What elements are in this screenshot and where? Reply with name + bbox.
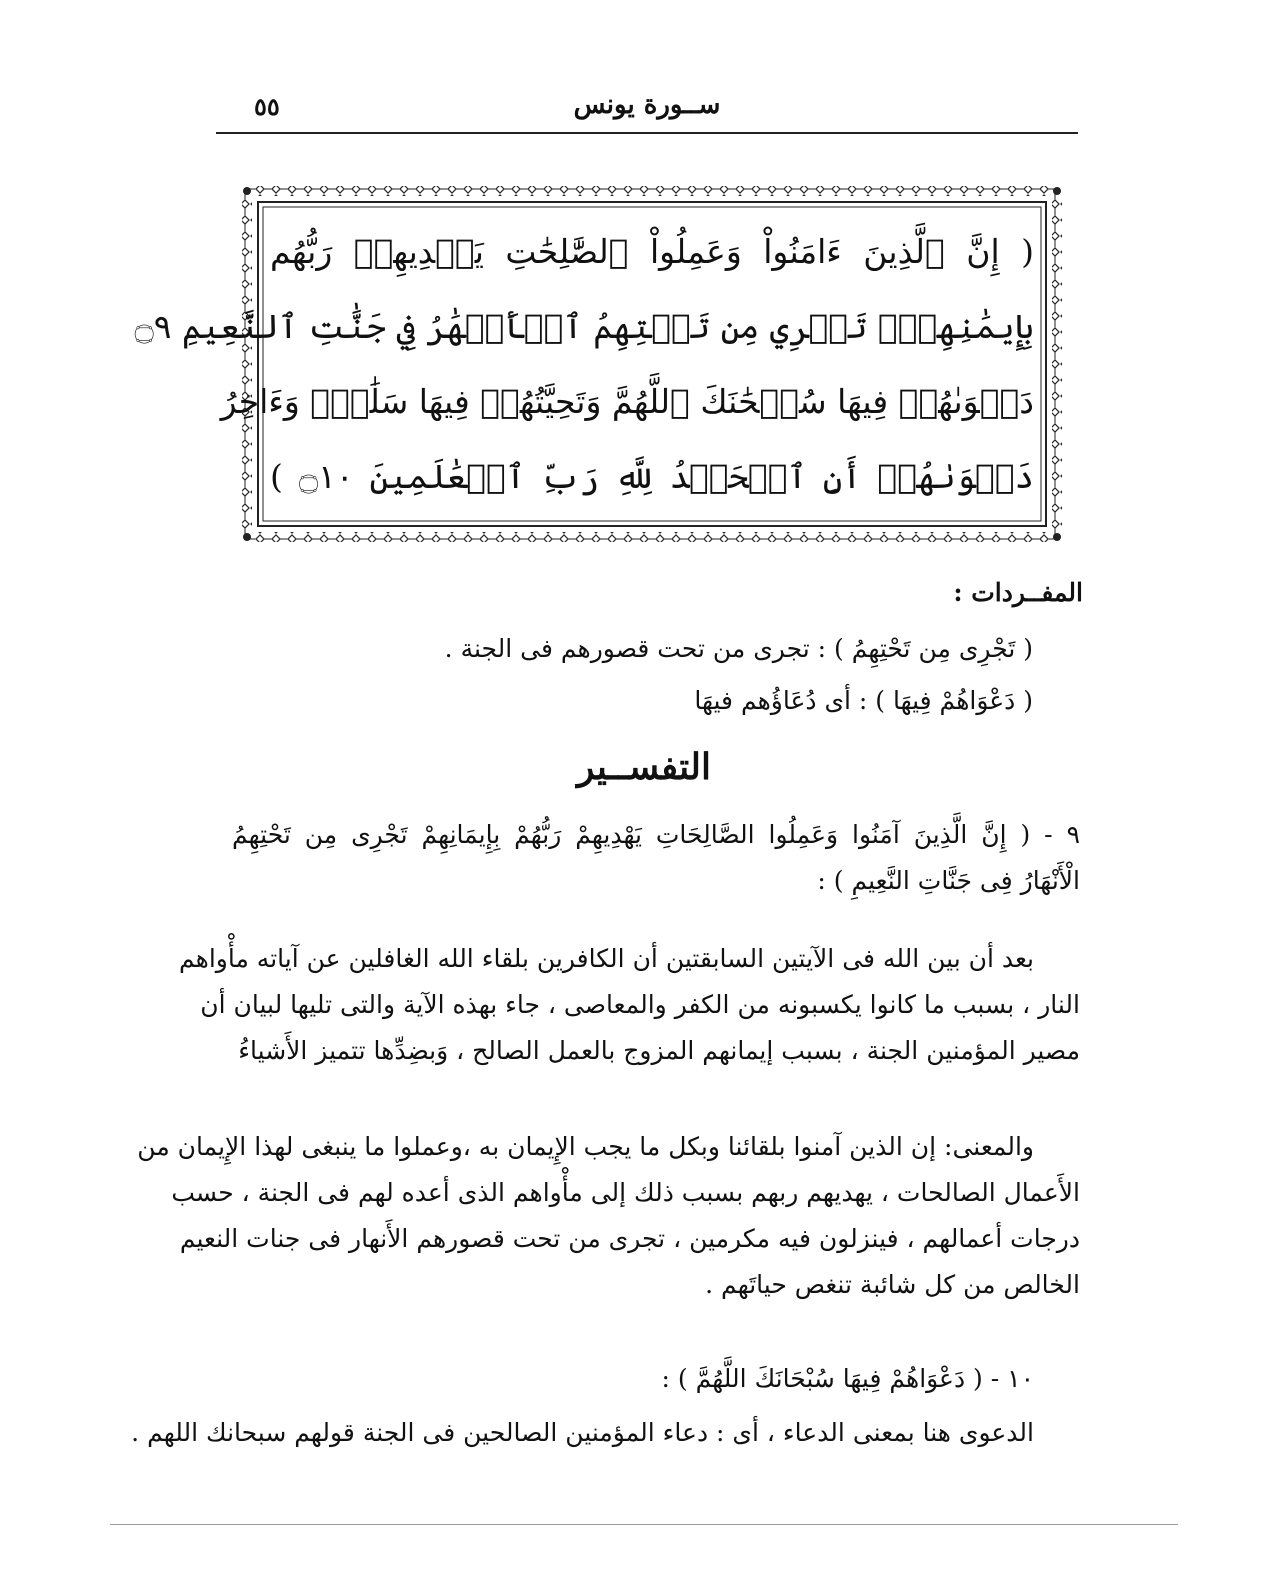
text-line: النار ، بسبب ما كانوا يكسبونه من الكفر والمعاصى ، جاء بهذه الآية والتى تليها لبيان أن bbox=[200, 990, 1080, 1019]
text-line: مصير المؤمنين الجنة ، بسبب إيمانهم المزوج بالعمل الصالح ، وَبضِدِّها تتميز الأَشياءُ bbox=[238, 1036, 1080, 1065]
page-header bbox=[216, 88, 1078, 134]
text-line: والمعنى: إن الذين آمنوا بلقائنا وبكل ما يجب الإِيمان به ،وعملوا ما ينبغى لهذا الإِيمان من bbox=[137, 1132, 1034, 1161]
page-number: ٥٥ bbox=[254, 92, 280, 121]
text-line: الأَعمال الصالحات ، يهديهم ربهم بسبب ذلك إلى مأْواهم الذى أعده لهم فى الجنة ، حسب bbox=[171, 1178, 1080, 1207]
verse-line: دَعۡوَىٰهُمۡ أَنِ ٱلۡحَمۡدُ لِلَّهِ رَبِّ ٱلۡعَٰلَمِينَ ۝١٠ ) bbox=[270, 457, 1034, 496]
verse-text bbox=[134, 214, 1034, 514]
tafsir-heading: التفســير bbox=[577, 746, 711, 788]
footer-rule bbox=[110, 1524, 1178, 1525]
text-line: ٩ - ( إِنَّ الَّذِينَ آمَنُوا وَعَمِلُوا الصَّالِحَاتِ يَهْدِيهِمْ رَبُّهُمْ بِإِيمَانِهِمْ تَجْرِى مِن تَحْتِهِمُ bbox=[232, 820, 1080, 849]
vocab-item: ( دَعْوَاهُمْ فِيهَا ) : أى دُعَاؤُهم فيهَا bbox=[694, 686, 1033, 715]
verse-box bbox=[134, 184, 1064, 544]
verse-line: ( إِنَّ ٱلَّذِينَ ءَامَنُواْ وَعَمِلُواْ ٱلصَّٰلِحَٰتِ يَهۡدِيهِمۡ رَبُّهُم bbox=[270, 232, 1034, 271]
verse-10-quote bbox=[232, 1356, 1080, 1402]
text-line: الخالص من كل شائبة تنغص حياتَهم . bbox=[705, 1270, 1080, 1299]
vocab-heading: المفــردات : bbox=[953, 578, 1083, 607]
text-line: ١٠ - ( دَعْوَاهُمْ فِيهَا سُبْحَانَكَ اللَّهُمَّ ) : bbox=[661, 1364, 1034, 1393]
verse-line: دَعۡوَىٰهُمۡ فِيهَا سُبۡحَٰنَكَ ٱللَّهُمَّ وَتَحِيَّتُهُمۡ فِيهَا سَلَٰمٞۚ وَءَاخِرُ bbox=[220, 382, 1034, 421]
vocab-item: ( تَجْرِى مِن تَحْتِهِمُ ) : تجرى من تحت قصورهم فى الجنة . bbox=[444, 634, 1033, 663]
text-line: الدعوى هنا بمعنى الدعاء ، أى : دعاء المؤمنين الصالحين فى الجنة قولهم سبحانك اللهم . bbox=[131, 1418, 1034, 1447]
text-line: بعد أن بين الله فى الآيتين السابقتين أن الكافرين بلقاء الله الغافلين عن آياته مأْواهم bbox=[179, 944, 1034, 973]
text-line: درجات أعمالهم ، فينزلون فيه مكرمين ، تجرى من تحت قصورهم الأَنهار فى جنات النعيم bbox=[179, 1224, 1080, 1253]
meaning-paragraph bbox=[137, 1124, 1080, 1308]
surah-title: ســورة يونس bbox=[573, 90, 721, 120]
text-line: الْأَنْهَارُ فِى جَنَّاتِ النَّعِيمِ ) : bbox=[817, 866, 1080, 895]
verse-line: بِإِيمَٰنِهِمۡۖ تَجۡرِي مِن تَحۡتِهِمُ ٱلۡأَنۡهَٰرُ فِي جَنَّٰتِ ٱلنَّعِيمِ ۝٩ bbox=[134, 307, 1034, 346]
verse-9-quote bbox=[232, 812, 1080, 904]
verse-10-paragraph bbox=[131, 1410, 1080, 1456]
intro-paragraph bbox=[179, 936, 1080, 1074]
